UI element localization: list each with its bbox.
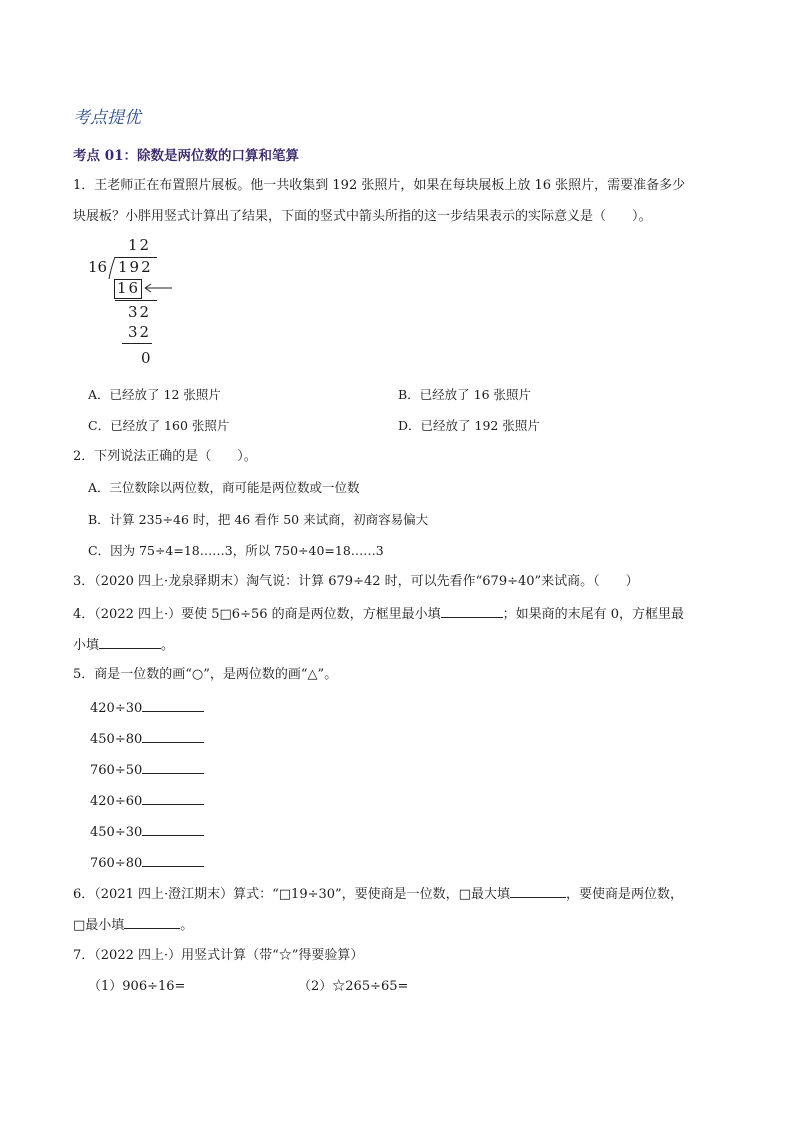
q5-item: 420÷60: [90, 790, 204, 812]
q6-blank1[interactable]: [510, 883, 566, 898]
division-line1: [115, 300, 157, 301]
q5-item: 450÷80: [90, 728, 204, 750]
q4-part3: 小填: [73, 638, 100, 653]
q6-part2: ，要使商是两位数，: [565, 887, 683, 902]
q1-option-a: A．已经放了 12 张照片: [88, 387, 221, 402]
q6-part4: 。: [180, 918, 194, 933]
q5-blank[interactable]: [142, 821, 204, 836]
q4-part1: 4．（2022 四上·）要使 5□6÷56 的商是两位数，方框里最小填: [73, 607, 441, 622]
q5-item: 760÷50: [90, 759, 204, 781]
division-step1: 16: [117, 279, 141, 297]
q4-part2: ；如果商的末尾有 0，方框里最: [502, 607, 685, 622]
q1-line2: 块展板？小胖用竖式计算出了结果，下面的竖式中箭头所指的这一步结果表示的实际意义是（ ）。: [73, 209, 652, 224]
q4-line2: [73, 634, 174, 656]
division-step3: 32: [128, 323, 152, 341]
q1-option-b: B．已经放了 16 张照片: [398, 387, 532, 402]
q5-blank[interactable]: [142, 759, 204, 774]
division-line2: [122, 343, 152, 344]
q5-item: 760÷80: [90, 852, 204, 874]
q5-stem: 5．商是一位数的画“○”，是两位数的画“△”。: [73, 667, 338, 682]
q6-line1: [73, 883, 683, 905]
q7-stem: 7．（2022 四上·）用竖式计算（带“☆”得要验算）: [73, 948, 364, 963]
q2-option-a: A．三位数除以两位数，商可能是两位数或一位数: [88, 480, 360, 495]
q2-option-c: C．因为 75÷4=18……3，所以 750÷40=18……3: [88, 543, 384, 558]
q2-stem: 2．下列说法正确的是（ ）。: [73, 449, 257, 464]
q6-part1: 6．（2021 四上·澄江期末）算式：“□19÷30”，要使商是一位数，□最大填: [73, 887, 510, 902]
division-divisor: 16: [88, 258, 108, 276]
division-remainder: 0: [141, 349, 151, 367]
q4-line1: [73, 603, 684, 625]
q4-blank2[interactable]: [99, 634, 161, 649]
q5-blank[interactable]: [142, 790, 204, 805]
q1-option-c: C．已经放了 160 张照片: [88, 418, 230, 433]
q6-line2: [73, 914, 193, 936]
q5-item: 420÷30: [90, 697, 204, 719]
q1-option-d: D．已经放了 192 张照片: [398, 418, 540, 433]
division-dividend: 192: [118, 258, 153, 276]
q2-option-b: B．计算 235÷46 时，把 46 看作 50 来试商，初商容易偏大: [88, 512, 429, 527]
arrow-left-icon: [142, 282, 174, 294]
q3-text: 3．（2020 四上·龙泉驿期末）淘气说：计算 679÷42 时，可以先看作“679÷40”来试商。（ ）: [73, 574, 639, 589]
q5-blank[interactable]: [142, 728, 204, 743]
q7-item2: （2）☆265÷65=: [298, 979, 409, 994]
q4-blank1[interactable]: [441, 603, 503, 618]
q4-part4: 。: [161, 638, 175, 653]
q5-item: 450÷30: [90, 821, 204, 843]
division-step2: 32: [128, 303, 152, 321]
division-quotient: 12: [128, 236, 152, 254]
section-title: 考点 01：除数是两位数的口算和笔算: [73, 148, 299, 164]
long-division: [88, 236, 188, 371]
q5-blank[interactable]: [142, 697, 204, 712]
q6-blank2[interactable]: [124, 914, 180, 929]
q7-item1: （1）906÷16=: [88, 979, 186, 994]
q6-part3: □最小填: [73, 918, 125, 933]
page-header-title: 考点提优: [73, 108, 141, 128]
q1-line1: 1．王老师正在布置照片展板。他一共收集到 192 张照片，如果在每块展板上放 16 张照片，需要准备多少: [73, 178, 686, 193]
q5-blank[interactable]: [142, 852, 204, 867]
